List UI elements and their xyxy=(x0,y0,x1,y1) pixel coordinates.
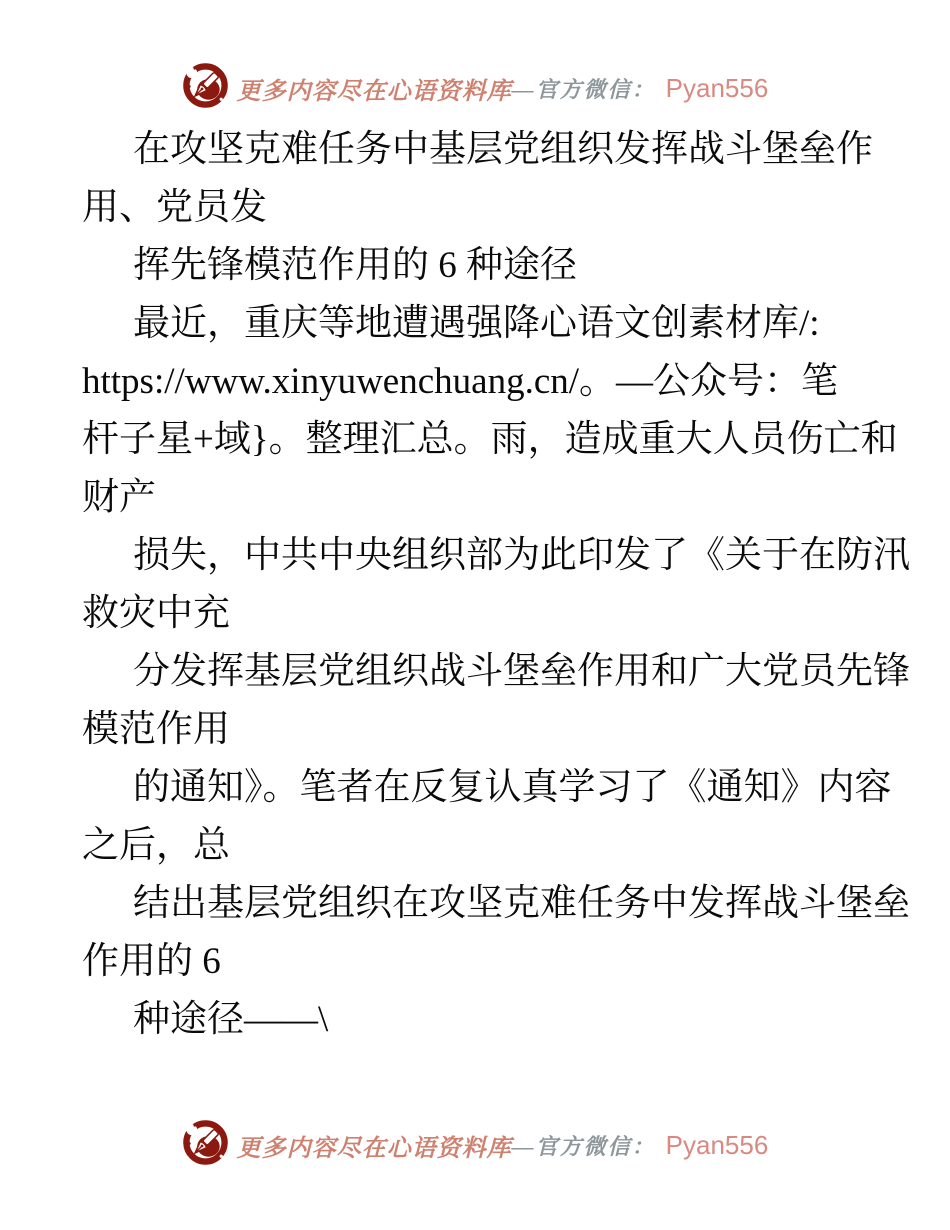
text-line: 财产 xyxy=(82,477,156,518)
text-line: 作用的 6 xyxy=(82,941,221,982)
wechat-label: —官方微信： xyxy=(511,1133,656,1159)
wechat-label: —官方微信： xyxy=(511,76,656,102)
text-line: 损失，中共中央组织部为此印发了《关于在防汛 xyxy=(133,535,910,576)
text-line: 救灾中充 xyxy=(82,593,230,634)
pen-swirl-logo-icon xyxy=(182,1119,229,1171)
text-line: 的通知》。笔者在反复认真学习了《通知》内容 xyxy=(133,767,892,808)
text-line: 结出基层党组织在攻坚克难任务中发挥战斗堡垒 xyxy=(133,883,910,924)
text-line: 种途径——\ xyxy=(133,999,329,1040)
text-line: 杆子星+域}。整理汇总。雨，造成重大人员伤亡和 xyxy=(82,419,898,460)
watermark-brand-text: 更多内容尽在心语资料库 xyxy=(236,1135,512,1162)
text-line: 用、党员发 xyxy=(82,187,267,228)
text-line: 之后，总 xyxy=(82,825,230,866)
text-line: 最近，重庆等地遭遇强降心语文创素材库/: xyxy=(133,303,820,344)
document-body xyxy=(82,121,910,1049)
wechat-id: Pyan556 xyxy=(665,72,769,103)
text-line: 模范作用 xyxy=(82,709,230,750)
text-line: 分发挥基层党组织战斗堡垒作用和广大党员先锋 xyxy=(133,651,910,692)
text-line: 在攻坚克难任务中基层党组织发挥战斗堡垒作 xyxy=(133,129,873,170)
text-line: 挥先锋模范作用的 6 种途径 xyxy=(133,245,577,286)
watermark-brand-text: 更多内容尽在心语资料库 xyxy=(236,78,512,105)
pen-swirl-logo-icon xyxy=(182,62,229,114)
text-line: https://www.xinyuwenchuang.cn/。—公众号：笔 xyxy=(82,361,839,402)
footer-watermark xyxy=(0,1120,950,1170)
header-watermark xyxy=(0,63,950,113)
wechat-id: Pyan556 xyxy=(665,1129,769,1160)
